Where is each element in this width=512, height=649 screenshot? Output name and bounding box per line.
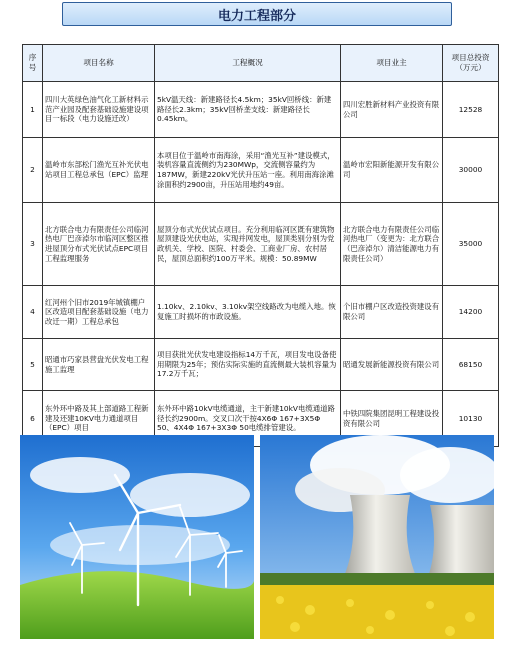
cell-owner: 个旧市棚户区改造投资建设有限公司 <box>341 286 443 339</box>
cell-overview: 东外环中路10kV电缆通道，主干新建10kV电缆通道路径长约2900m。交叉口次干按4X6Φ 167+3X5Φ 50、4X4Φ 167+3X3Φ 50电缆排管建设。 <box>155 391 341 447</box>
wind-turbines-icon <box>20 435 254 639</box>
cell-overview: 5kV温天线：新建路径长4.5km；35kV回桥线：新建路径长2.3km；35kV回桥垄支线：新建路径长0.45km。 <box>155 82 341 138</box>
cell-overview: 1.10kv、2.10kv、3.10kv架空线路改为电缆入地。恢复施工时损坏的市政设施。 <box>155 286 341 339</box>
cell-name: 北方联合电力有限责任公司临河热电厂巴彦淖尔市临河区整区推进屋顶分布式光伏试点EPC项目工程监理服务 <box>43 203 155 286</box>
cell-investment: 68150 <box>443 339 499 391</box>
cell-no: 4 <box>23 286 43 339</box>
header-no: 序号 <box>23 45 43 82</box>
table-row <box>23 339 499 391</box>
cell-name: 东外环中路及其上部道路工程新建及还建10KV电力通道项目（EPC）项目 <box>43 391 155 447</box>
table-row <box>23 286 499 339</box>
cooling-towers-photo <box>260 435 494 639</box>
cell-no: 6 <box>23 391 43 447</box>
cell-no: 2 <box>23 138 43 203</box>
cell-no: 5 <box>23 339 43 391</box>
header-investment: 项目总投资（万元） <box>443 45 499 82</box>
projects-table <box>22 44 499 447</box>
cell-overview: 项目获批光伏发电建设指标14万千瓦，项目发电设备使用期限为25年；预估实际实施的直流侧最大装机容量为17.2万千瓦； <box>155 339 341 391</box>
cell-overview: 屋顶分布式光伏试点项目。充分利用临河区既有建筑物屋顶建设光伏电站，实现并网发电，屋顶类别分别为党政机关、学校、医院、村委会、工商业厂房、农村居民，屋顶总面积约100万平米。规模：50.89MW <box>155 203 341 286</box>
cell-owner: 四川宏胜新材料产业投资有限公司 <box>341 82 443 138</box>
cell-no: 1 <box>23 82 43 138</box>
table-row <box>23 82 499 138</box>
cell-overview: 本项目位于温岭市南海涂，采用“渔光互补”建设模式，装机容量直流侧约为230MWp，交流侧容量约为187MW，新建220kV光伏升压站一座。利用南海涂滩涂面积约2900亩，升压站用地约49亩。 <box>155 138 341 203</box>
cell-name: 温岭市东部松门渔光互补光伏电站项目工程总承包（EPC）监理 <box>43 138 155 203</box>
cell-name: 红河州个旧市2019年城镇棚户区改造项目配套基础设施（电力改迁一期）工程总承包 <box>43 286 155 339</box>
cell-investment: 10130 <box>443 391 499 447</box>
table-row <box>23 138 499 203</box>
cell-owner: 昭通发展新能源投资有限公司 <box>341 339 443 391</box>
cell-owner: 北方联合电力有限责任公司临河热电厂（变更为：北方联合（巴彦淖尔）清洁能源电力有限责任公司） <box>341 203 443 286</box>
cell-name: 四川大英绿色油气化工新材料示范产业园及配套基础设施建设项目一标段（电力设施迁改） <box>43 82 155 138</box>
cell-investment: 14200 <box>443 286 499 339</box>
cell-name: 昭通市巧家县营盘光伏发电工程施工监理 <box>43 339 155 391</box>
header-overview: 工程概况 <box>155 45 341 82</box>
cooling-towers-icon <box>260 435 494 639</box>
table-row <box>23 203 499 286</box>
cell-investment: 35000 <box>443 203 499 286</box>
section-title: 电力工程部分 <box>62 2 452 26</box>
cell-investment: 30000 <box>443 138 499 203</box>
cell-investment: 12528 <box>443 82 499 138</box>
cell-no: 3 <box>23 203 43 286</box>
cell-owner: 中铁四院集团昆明工程建设投资有限公司 <box>341 391 443 447</box>
wind-turbines-photo <box>20 435 254 639</box>
table-header-row <box>23 45 499 82</box>
cell-owner: 温岭市宏阳新能源开发有限公司 <box>341 138 443 203</box>
header-owner: 项目业主 <box>341 45 443 82</box>
header-name: 项目名称 <box>43 45 155 82</box>
